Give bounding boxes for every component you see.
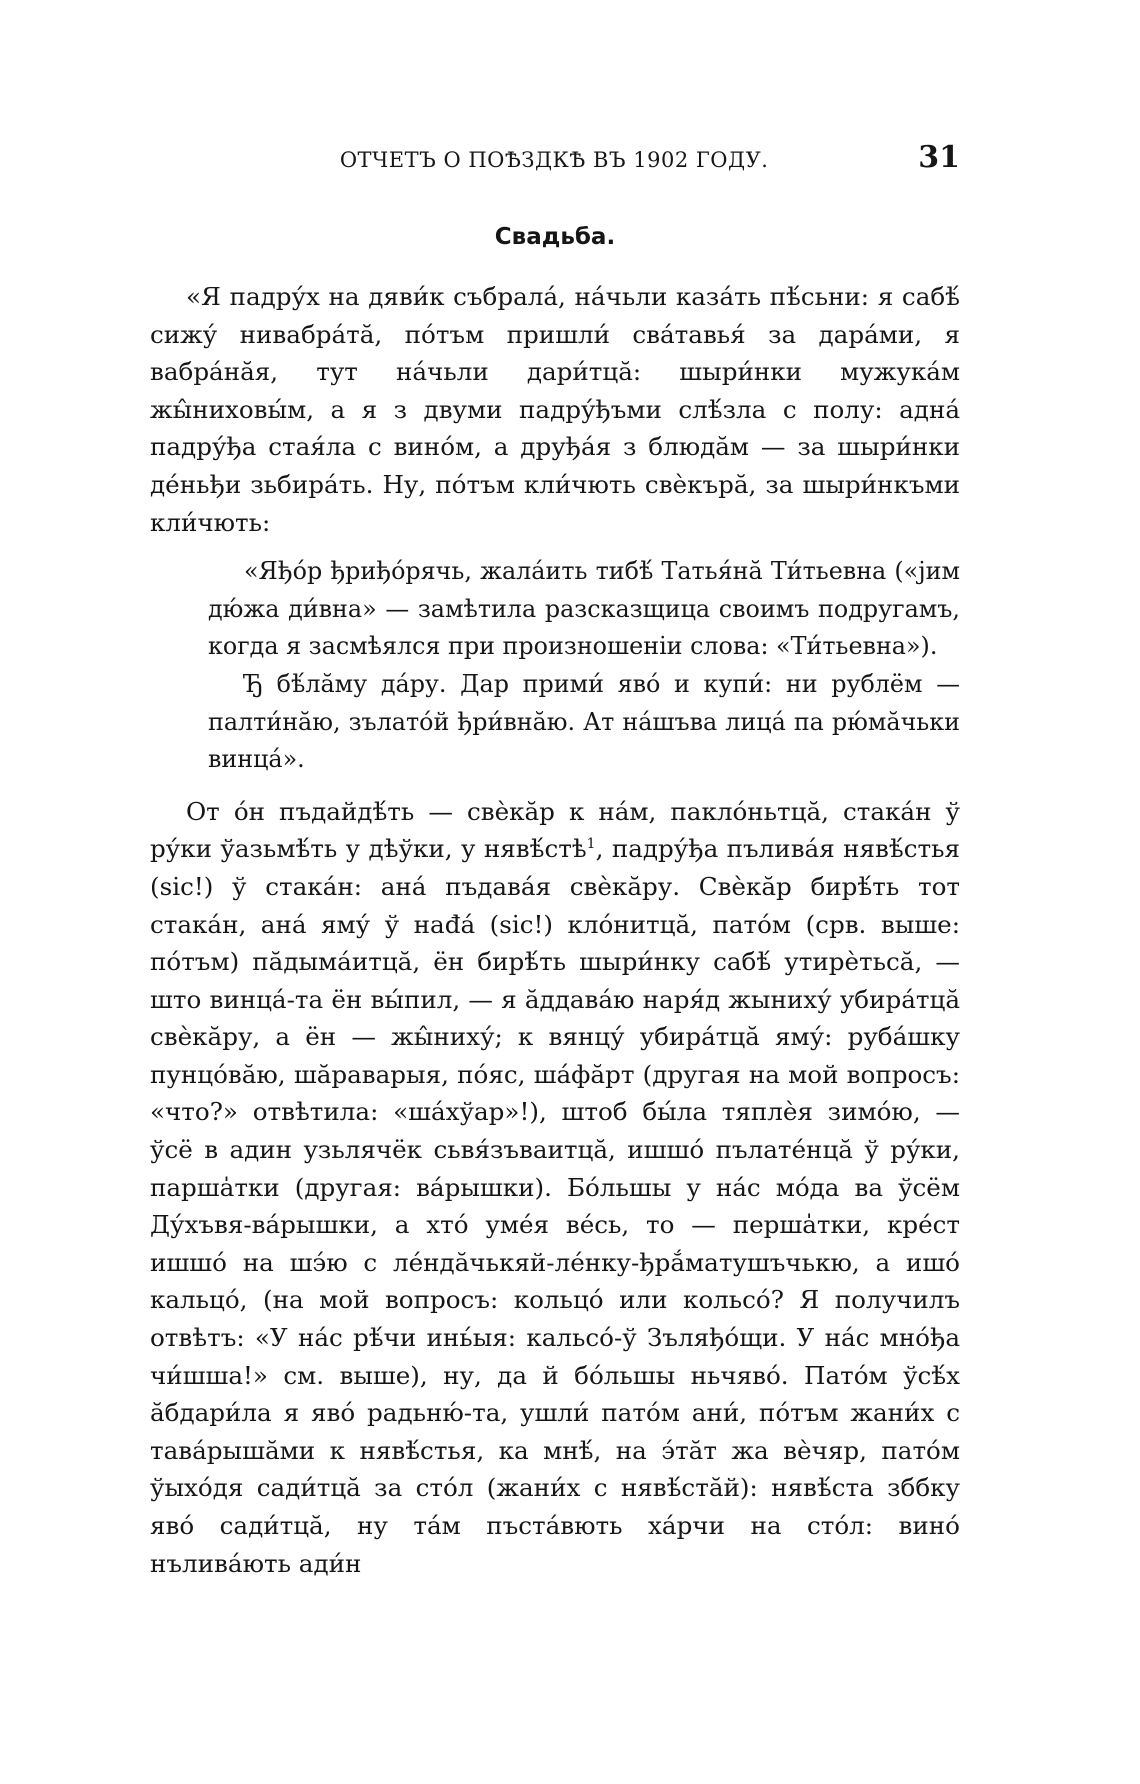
- paragraph-2-rest: , падру́ђа пълива́я нявѣ́стья (sic!) ў стака́н: ана́ пъдава́я свѐкăру. Свѐкăр бирѣ́ть тот стака́н, ана́ яму́ ў наđа́ (sic!) кло́нитцă, пато́м (срв. выше: по́тъм) пăдыма́итцă, ён бирѣ́ть шыри́нку сабѣ́ утирѐтьсă, — што винца́-та ён вы́пил, — я ăддава́ю наря́д жыниху́ убира́тцă свѐкăру, а ён — жы̂ниху́; к вянцу́ убира́тцă яму́: руба́шку пунцо́вăю, шăраварыя, по́яс, ша́фăрт (другая на мой вопросъ: «что?» отвѣтила: «ша́хўар»!), штоб бы́ла тяплѐя зимо́ю, — ўсё в адин узьлячёк сьвя́зъваитцă, ишшо́ пълате́нцă ў ру́ки, паршa̍тки (другая: ва́рышки). Бо́льшы у на́с мо́да ва ўсём Ду́хъвя-ва́рышки, а хто́ уме́я ве́сь, то — першa̍тки, кре́ст ишшо́ на шэ́ю с ле́ндăчькяй-ле́нку-ђрắматушъчькю, а ишо́ кальцо́, (на мой вопросъ: кольцо́ или кольсо́? Я получилъ отвѣтъ: «У на́с рѣ́чи инь́ыя: кальсо́-ў Зъляђо́щи. У на́с мно́ђа чи́шша!» см. выше), ну, да й бо́льшы ньчяво́. Пато́м ўсѣ́х ăбдари́ла я яво́ радьню́-та, ушли́ пато́м ани́, по́тъм жани́х с тава́рышăми к нявѣ́стья, ка мнѣ́, на э́тăт жа вѐчяр, пато́м ўыхо́дя сади́тцă за сто́л (жани́х с нявѣ́стăй): нявѣ́ста зббку яво́ сади́тцă, ну та́м пъстáвють ха́рчи на сто́л: вино́ нълива́ють ади́н: [150, 834, 960, 1578]
- paragraph-2: [150, 793, 960, 1582]
- section-title: Свадьба.: [494, 224, 616, 250]
- quote-line-1: «Яђо́р ђриђо́рячь, жала́ить тибѣ́ Татья́нă Ти́тьевна («јим дю́жа ди́вна» — замѣтила разсказщица своимъ подругамъ, когда я засмѣялся при произношеніи слова: «Ти́тьевна»).: [208, 557, 960, 661]
- page-number: 31: [918, 140, 960, 175]
- running-header: [150, 140, 960, 184]
- running-title: ОТЧЕТЪ О ПОѢЗДКѢ ВЪ 1902 ГОДУ.: [339, 148, 769, 172]
- page-content: [150, 140, 960, 1582]
- footnote-marker: 1: [586, 836, 596, 853]
- paragraph-1: «Я падру́х на дяви́к събрала́, на́чьли каза́ть пѣ́сьни: я сабѣ́ сижу́ нивабра́тă, по́тъм пришли́ сва́тавья́ за дара́ми, я вабра́нăя, тут на́чьли дари́тцă: шыри́нки мужука́м жы̂ниховы́м, а я з двуми падру́ђъми слѣ́зла с полу: адна́ падру́ђа стая́ла с вино́м, а друђа́я з блюдăм — за шыри́нки де́ньђи зьбира́ть. Ну, по́тъм кли́чють свѐкърă, за шыри́нкъми кли́чють:: [150, 282, 960, 537]
- quoted-song: [208, 553, 960, 779]
- paragraph-2-start: От о́н пъдайдѣ́ть — свѐкăр к на́м, пакло́ньтцă, стака́н ў ру́ки ўазьмѣ́ть у дѣўки, у нявѣ́стѣ: [150, 796, 960, 864]
- quote-line-2: Ђ бѣ́лăму да́ру. Дар прими́ яво́ и купи́: ни рублём — палти́нăю, зълато́й ђри́внăю. Ат на́шъва лица́ па рю́мăчьки винца́».: [208, 669, 960, 774]
